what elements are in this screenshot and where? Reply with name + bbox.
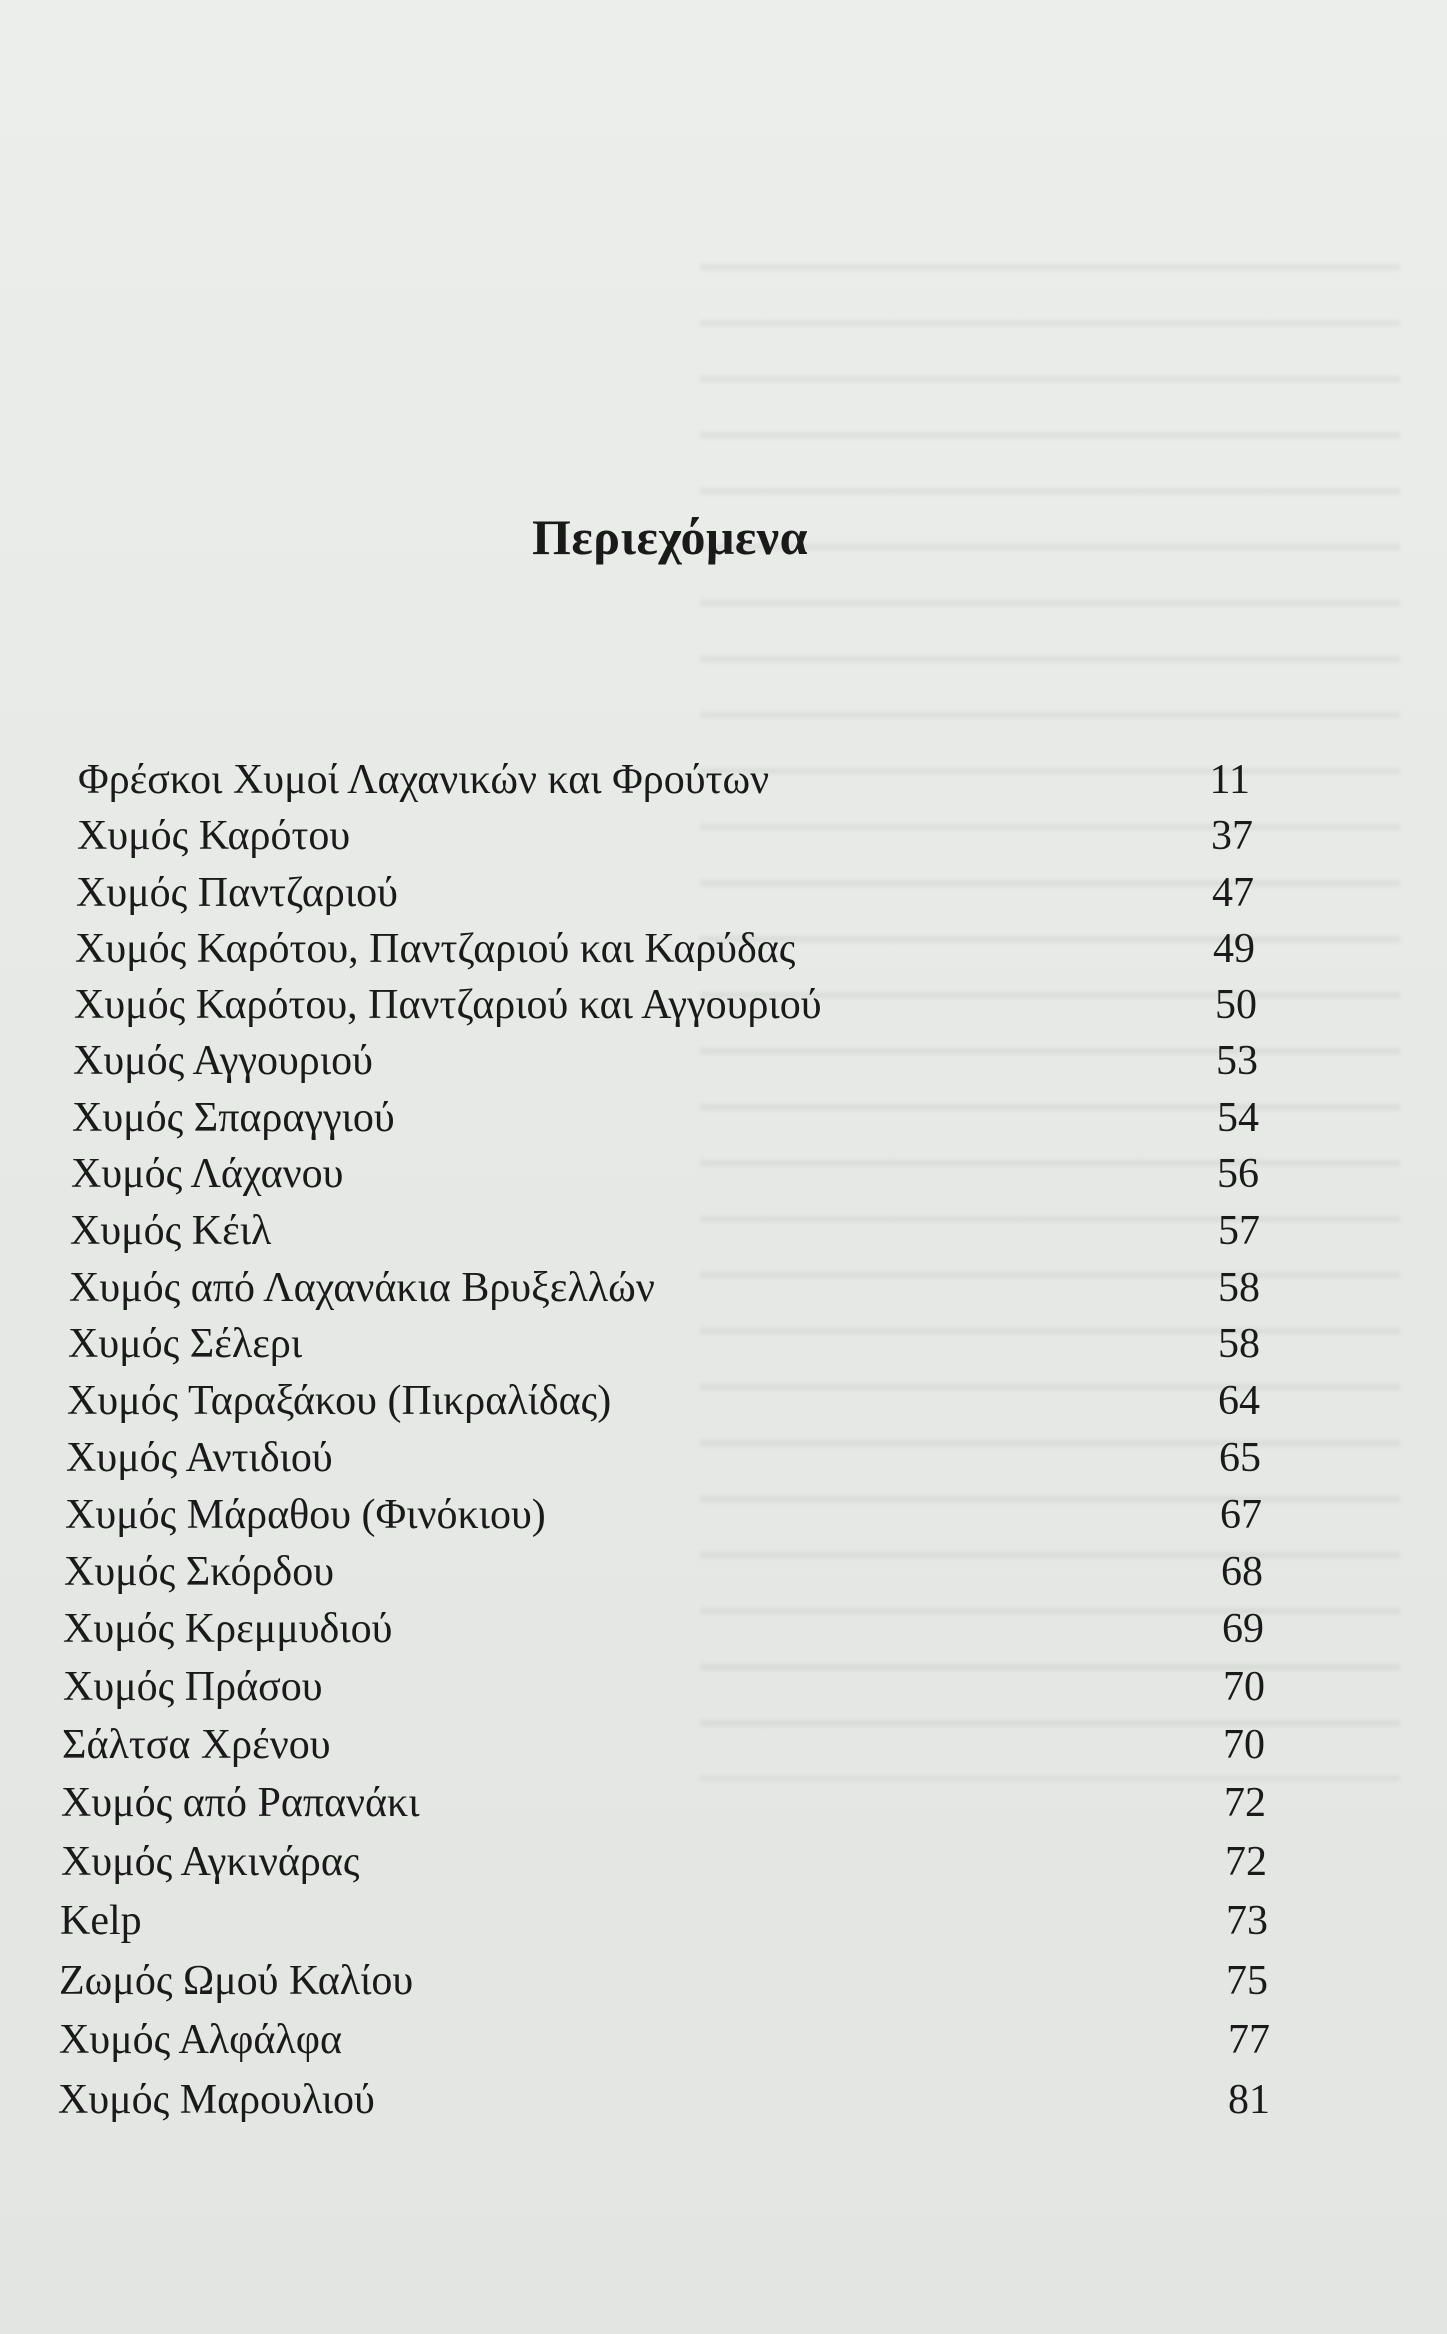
toc-entry-page: 72	[1225, 1839, 1267, 1885]
toc-entry-title: Χυμός Ταραξάκου (Πικραλίδας)	[67, 1378, 612, 1424]
toc-entry-page: 64	[1218, 1378, 1260, 1424]
toc-entry-title: Χυμός Κρεμμυδιού	[63, 1606, 393, 1652]
toc-entry-page: 56	[1217, 1151, 1259, 1197]
toc-entry-page: 47	[1212, 870, 1254, 916]
toc-entry-page: 69	[1222, 1606, 1264, 1652]
toc-entry-page: 77	[1228, 2017, 1270, 2063]
toc-entry-page: 50	[1215, 982, 1257, 1028]
toc-entry-title: Χυμός από Ραπανάκι	[61, 1780, 420, 1826]
toc-entry-page: 75	[1226, 1958, 1268, 2004]
toc-entry-title: Χυμός Αγγουριού	[73, 1038, 373, 1084]
toc-entry	[67, 1373, 1260, 1429]
toc-entry-title: Χυμός Σκόρδου	[64, 1549, 335, 1595]
toc-entry-page: 73	[1226, 1898, 1268, 1944]
toc-entry-page: 11	[1209, 757, 1250, 803]
toc-entry-title: Χυμός Μαρουλιού	[58, 2077, 375, 2123]
toc-entry-page: 70	[1223, 1722, 1265, 1768]
toc-entry	[70, 1203, 1260, 1259]
toc-entry-title: Χυμός Αλφάλφα	[59, 2017, 343, 2063]
toc-entry	[77, 808, 1253, 864]
toc-entry-page: 65	[1219, 1435, 1261, 1481]
toc-entry	[73, 1033, 1258, 1089]
toc-entry-title: Χυμός από Λαχανάκια Βρυξελλών	[69, 1265, 655, 1311]
toc-entry	[78, 752, 1250, 808]
toc-entry-page: 37	[1211, 813, 1253, 859]
toc-entry-page: 53	[1216, 1038, 1258, 1084]
toc-entry-title: Ζωμός Ωμού Καλίου	[59, 1958, 414, 2004]
toc-entry	[71, 1146, 1259, 1202]
toc-entry-page: 57	[1218, 1208, 1260, 1254]
toc-entry	[59, 1953, 1268, 2009]
page-title: Περιεχόμενα	[532, 509, 808, 565]
toc-entry	[64, 1544, 1263, 1600]
toc-entry	[74, 977, 1257, 1033]
toc-entry-page: 49	[1213, 926, 1255, 972]
toc-entry	[60, 1893, 1268, 1949]
toc-entry-page: 54	[1217, 1095, 1259, 1141]
toc-entry-title: Χυμός Κέιλ	[70, 1208, 272, 1254]
toc-entry-page: 81	[1228, 2077, 1270, 2123]
toc-entry-title: Χυμός Αντιδιού	[66, 1435, 333, 1481]
toc-entry-page: 67	[1220, 1492, 1262, 1538]
toc-entry-title: Χυμός Μάραθου (Φινόκιου)	[65, 1492, 546, 1538]
toc-entry-title: Χυμός Λάχανου	[71, 1151, 344, 1197]
toc-entry-page: 70	[1223, 1664, 1265, 1710]
toc-entry-title: Χυμός Παντζαριού	[76, 870, 398, 916]
toc-entry-title: Kelp	[60, 1898, 142, 1944]
toc-entry-title: Χυμός Καρότου	[77, 813, 351, 859]
toc-entry	[76, 865, 1254, 921]
toc-entry-title: Σάλτσα Χρένου	[62, 1722, 331, 1768]
toc-entry-page: 58	[1218, 1321, 1260, 1367]
toc-entry	[75, 921, 1255, 977]
toc-entry-page: 72	[1224, 1780, 1266, 1826]
toc-entry	[63, 1601, 1264, 1657]
toc-entry	[63, 1659, 1265, 1715]
toc-entry-title: Χυμός Πράσου	[63, 1664, 323, 1710]
toc-entry	[65, 1487, 1262, 1543]
toc-entry-title: Χυμός Σέλερι	[68, 1321, 303, 1367]
toc-entry	[61, 1834, 1267, 1890]
toc-entry	[61, 1775, 1266, 1831]
toc-entry-title: Χυμός Σπαραγγιού	[72, 1095, 395, 1141]
toc-entry	[72, 1090, 1259, 1146]
toc-entry-page: 68	[1221, 1549, 1263, 1595]
toc-entry	[62, 1717, 1265, 1773]
toc-entry	[69, 1260, 1260, 1316]
toc-entry	[66, 1430, 1261, 1486]
toc-entry-title: Φρέσκοι Χυμοί Λαχανικών και Φρούτων	[78, 757, 770, 803]
toc-entry	[68, 1316, 1260, 1372]
toc-entry-page: 58	[1218, 1265, 1260, 1311]
toc-entry	[58, 2072, 1270, 2128]
toc-entry-title: Χυμός Καρότου, Παντζαριού και Αγγουριού	[74, 982, 822, 1028]
toc-entry	[59, 2012, 1270, 2068]
toc-entry-title: Χυμός Αγκινάρας	[61, 1839, 360, 1885]
toc-entry-title: Χυμός Καρότου, Παντζαριού και Καρύδας	[75, 926, 796, 972]
